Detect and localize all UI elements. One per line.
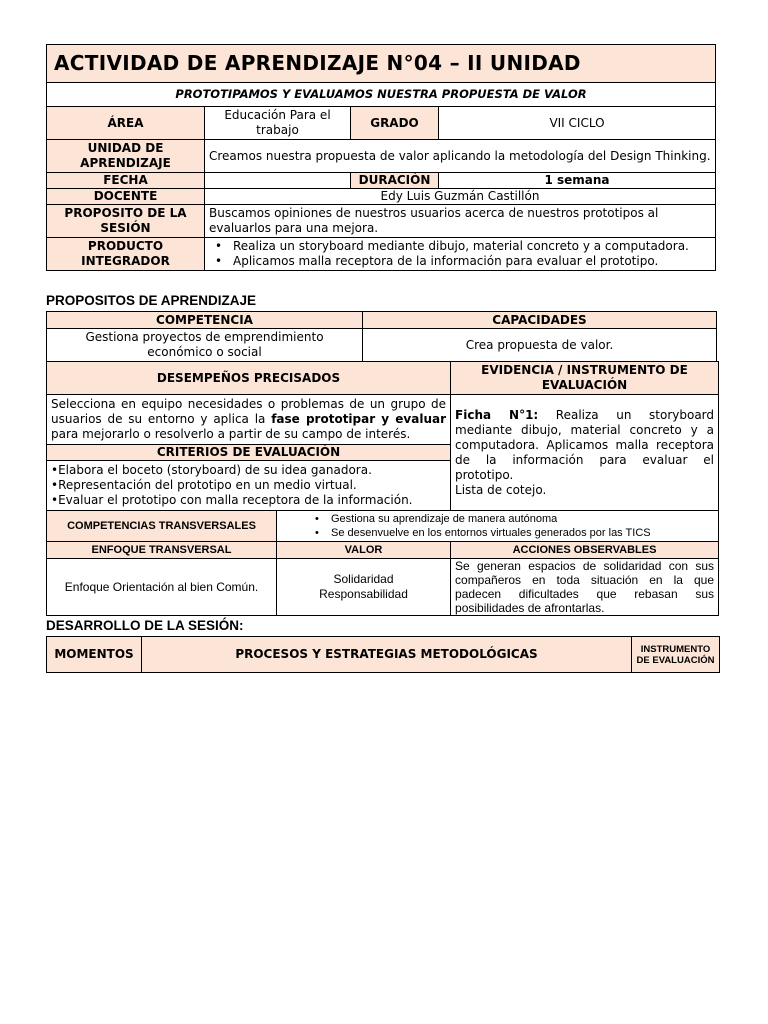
proposito-value: Buscamos opiniones de nuestros usuarios acerca de nuestros prototipos al evaluarlos para una mejora. [205,205,716,238]
proposito-label: PROPOSITO DE LA SESIÓN [47,205,205,238]
transversales-label: COMPETENCIAS TRANSVERSALES [47,511,277,542]
desarrollo-heading: DESARROLLO DE LA SESIÓN: [46,618,244,633]
unidad-value: Creamos nuestra propuesta de valor aplicando la metodología del Design Thinking. [205,140,716,173]
area-value: Educación Para el trabajo [205,107,351,140]
competencia-label: COMPETENCIA [47,312,363,329]
grado-label: GRADO [351,107,439,140]
desempeno-bold: fase prototipar y evaluar [271,412,447,426]
transversal-item: • Se desenvuelve en los entornos virtuales generados por las TICS [281,526,714,540]
desempenos-table [46,361,719,616]
transversal-item: • Gestiona su aprendizaje de manera autónoma [281,512,714,526]
competencia-table [46,311,717,362]
criterio-item: •Elabora el boceto (storyboard) de su idea ganadora. [51,463,372,477]
criterio-item: •Evaluar el prototipo con malla receptora de la información. [51,493,413,507]
valor-value: Solidaridad Responsabilidad [277,559,451,616]
docente-label: DOCENTE [47,189,205,205]
enfoque-value: Enfoque Orientación al bien Común. [47,559,277,616]
transversales-list [277,511,719,542]
enfoque-label: ENFOQUE TRANSVERSAL [47,542,277,559]
fecha-value [205,173,351,189]
momentos-label: MOMENTOS [47,637,142,673]
criterios-list [47,461,451,511]
capacidades-value: Crea propuesta de valor. [363,329,717,362]
evidencia-extra: Lista de cotejo. [455,482,547,497]
procesos-label: PROCESOS Y ESTRATEGIAS METODOLÓGICAS [142,637,632,673]
document-title: ACTIVIDAD DE APRENDIZAJE N°04 – II UNIDAD [47,45,716,83]
duracion-value: 1 semana [439,173,716,189]
criterio-item: •Representación del prototipo en un medio virtual. [51,478,357,492]
acciones-value: Se generan espacios de solidaridad con sus compañeros en toda situación en la que padecen dificultades que rebasan sus posibilidades de afrontarlas. [451,559,719,616]
desempenos-label: DESEMPEÑOS PRECISADOS [47,362,451,395]
capacidades-label: CAPACIDADES [363,312,717,329]
propositos-heading: PROPOSITOS DE APRENDIZAJE [46,293,257,308]
desarrollo-table [46,636,720,673]
evidencia-value: Ficha N°1: Realiza un storyboard mediante dibujo, material concreto y a computadora. Aplicamos malla receptora de la información para evaluar el prototipo. Lista de cotejo. [451,395,719,511]
duracion-label: DURACIÓN [351,173,439,189]
evidencia-bold: Ficha N°1: [455,407,539,422]
unidad-label: UNIDAD DE APRENDIZAJE [47,140,205,173]
competencia-value: Gestiona proyectos de emprendimiento económico o social [47,329,363,362]
producto-item: • Realiza un storyboard mediante dibujo, material concreto y a computadora. [209,239,711,254]
acciones-label: ACCIONES OBSERVABLES [451,542,719,559]
valor-label: VALOR [277,542,451,559]
docente-value: Edy Luis Guzmán Castillón [205,189,716,205]
producto-item: • Aplicamos malla receptora de la información para evaluar el prototipo. [209,254,711,269]
session-info-table [46,44,716,271]
desempeno-text: Selecciona en equipo necesidades o problemas de un grupo de usuarios de su entorno y aplica la fase prototipar y evaluar para mejorarlo o resolverlo a partir de su campo de interés. [47,395,451,445]
grado-value: VII CICLO [439,107,716,140]
area-label: ÁREA [47,107,205,140]
producto-value [205,238,716,271]
document-subtitle: PROTOTIPAMOS Y EVALUAMOS NUESTRA PROPUESTA DE VALOR [47,83,716,107]
evidencia-label: EVIDENCIA / INSTRUMENTO DE EVALUACIÓN [451,362,719,395]
instrumento-label: INSTRUMENTO DE EVALUACIÓN [632,637,720,673]
criterios-label: CRITERIOS DE EVALUACIÓN [47,445,451,461]
fecha-label: FECHA [47,173,205,189]
producto-label: PRODUCTO INTEGRADOR [47,238,205,271]
